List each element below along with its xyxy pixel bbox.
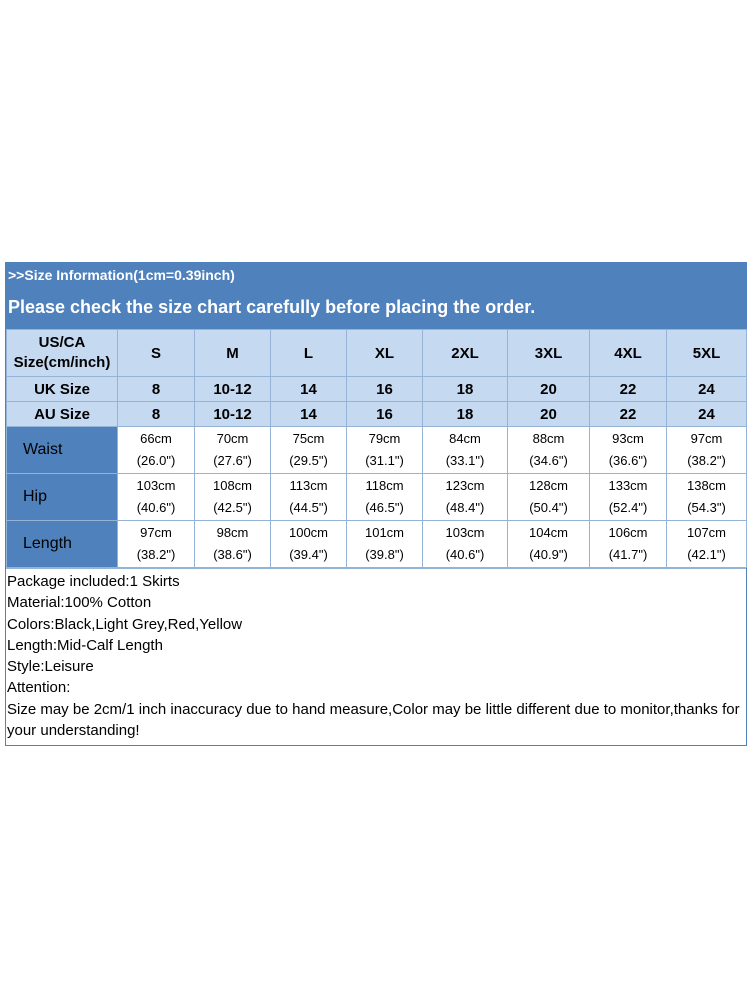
cm-value: 97cm [140,525,172,540]
size-info-title: >>Size Information(1cm=0.39inch) [8,267,235,283]
inch-value: (42.1") [687,547,726,562]
cm-value: 79cm [368,431,401,446]
inch-value: (50.4") [529,500,568,515]
us-size-cell: 4XL [590,330,667,377]
measurement-cell [347,474,423,521]
note-line: Style:Leisure [7,658,94,676]
measurement-cell [667,474,747,521]
inch-value: (27.6") [213,453,252,468]
inch-value: (39.8") [365,547,404,562]
measurement-cell [271,474,347,521]
inch-value: (26.0") [136,453,176,468]
cm-value: 100cm [288,525,329,540]
cm-value: 103cm [445,525,485,540]
us-size-cell: S [118,330,195,377]
measurement-cell [195,427,271,474]
cm-value: 97cm [690,431,723,446]
measurement-cell [118,474,195,521]
cm-value: 113cm [289,478,328,493]
au-size-label: AU Size [7,402,118,427]
uk-size-cell: 14 [271,377,347,402]
cm-value: 128cm [528,478,569,493]
note-line: Attention: [7,679,71,697]
measurement-cell [423,521,508,568]
size-chart [5,262,747,746]
cm-value: 123cm [445,478,485,493]
inch-value: (44.5") [289,500,328,515]
length-row [7,521,747,568]
inch-value: (40.9") [529,547,568,562]
au-size-cell: 14 [271,402,347,427]
inch-value: (48.4") [445,500,485,515]
inch-value: (34.6") [529,453,568,468]
cm-value: 98cm [216,525,249,540]
au-size-row [7,402,747,427]
measurement-cell [347,521,423,568]
measurement-cell [590,427,667,474]
cm-value: 75cm [292,431,325,446]
inch-value: (38.6") [213,547,252,562]
inch-value: (40.6") [445,547,485,562]
size-table [6,329,747,568]
cm-value: 88cm [532,431,565,446]
us-size-cell: 5XL [667,330,747,377]
cm-value: 84cm [449,431,481,446]
measurement-cell [195,521,271,568]
measurement-label: Waist [7,427,118,474]
cm-value: 138cm [686,478,727,493]
uk-size-cell: 18 [423,377,508,402]
cm-value: 118cm [365,478,404,493]
cm-value: 70cm [216,431,249,446]
inch-value: (33.1") [445,453,485,468]
cm-value: 133cm [608,478,648,493]
inch-value: (38.2") [136,547,176,562]
product-notes [6,568,746,745]
cm-value: 106cm [608,525,648,540]
au-size-cell: 8 [118,402,195,427]
us-label-line2: Size(cm/inch) [13,354,111,371]
measurement-cell [667,427,747,474]
measurement-cell [347,427,423,474]
note-line: Size may be 2cm/1 inch inaccuracy due to hand measure,Color may be little different due to monitor,thanks for your understanding! [7,700,740,740]
inch-value: (42.5") [213,500,252,515]
inch-value: (40.6") [136,500,176,515]
inch-value: (54.3") [687,500,726,515]
au-size-cell: 22 [590,402,667,427]
uk-size-label: UK Size [7,377,118,402]
measurement-label: Hip [7,474,118,521]
measurement-cell [271,521,347,568]
measurement-cell [423,427,508,474]
uk-size-row [7,377,747,402]
au-size-cell: 18 [423,402,508,427]
au-size-cell: 16 [347,402,423,427]
check-size-notice: Please check the size chart carefully before placing the order. [8,297,536,317]
size-chart-header [6,263,746,329]
note-line: Length:Mid-Calf Length [7,636,163,654]
measurement-cell [508,474,590,521]
measurement-label: Length [7,521,118,568]
inch-value: (31.1") [365,453,404,468]
cm-value: 104cm [528,525,569,540]
cm-value: 66cm [140,431,172,446]
us-label-line1: US/CA [38,334,86,351]
note-line: Material:100% Cotton [7,594,152,612]
inch-value: (52.4") [608,500,648,515]
measurement-cell [195,474,271,521]
uk-size-cell: 16 [347,377,423,402]
inch-value: (46.5") [365,500,404,515]
measurement-cell [118,521,195,568]
inch-value: (38.2") [687,453,726,468]
us-size-cell: L [271,330,347,377]
us-size-cell: 2XL [423,330,508,377]
inch-value: (29.5") [289,453,328,468]
cm-value: 108cm [212,478,253,493]
hip-row [7,474,747,521]
waist-row [7,427,747,474]
cm-value: 93cm [612,431,644,446]
inch-value: (41.7") [608,547,648,562]
measurement-cell [423,474,508,521]
measurement-cell [508,521,590,568]
measurement-cell [508,427,590,474]
us-size-cell: M [195,330,271,377]
measurement-cell [667,521,747,568]
measurement-cell [271,427,347,474]
us-size-cell: 3XL [508,330,590,377]
us-size-cell: XL [347,330,423,377]
au-size-cell: 24 [667,402,747,427]
au-size-cell: 10-12 [195,402,271,427]
uk-size-cell: 10-12 [195,377,271,402]
cm-value: 107cm [686,525,727,540]
uk-size-cell: 24 [667,377,747,402]
inch-value: (36.6") [608,453,648,468]
measurement-cell [590,474,667,521]
uk-size-cell: 22 [590,377,667,402]
note-line: Package included:1 Skirts [7,573,180,590]
uk-size-cell: 8 [118,377,195,402]
au-size-cell: 20 [508,402,590,427]
us-size-row [7,330,747,377]
measurement-cell [118,427,195,474]
note-line: Colors:Black,Light Grey,Red,Yellow [7,615,243,633]
cm-value: 103cm [136,478,176,493]
uk-size-cell: 20 [508,377,590,402]
measurement-cell [590,521,667,568]
us-size-label [7,330,118,377]
cm-value: 101cm [364,525,405,540]
inch-value: (39.4") [289,547,328,562]
